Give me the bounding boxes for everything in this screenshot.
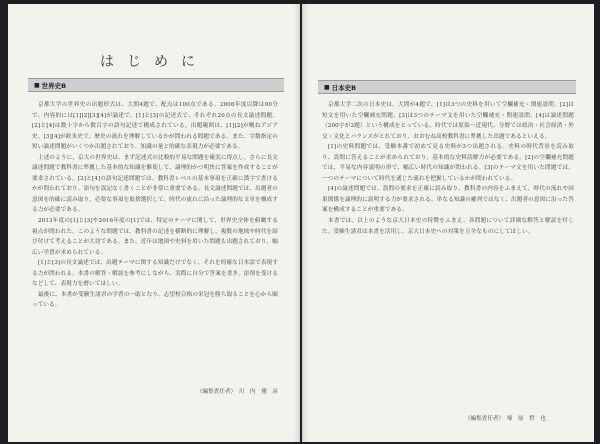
right-page [302, 4, 594, 442]
paragraph: 2013年度の[1]と[3]や2016年度の[1]では、特定のテーマに関して、世界史全体を俯瞰する視点が問われた。このような問題では、教科書の記述を横断的に理解し、複数の地域や時代を結び付けて考えることが大切である。また、近年は地図や史料を用いた問題も出題されており、幅広い学習が求められている。 [32, 218, 278, 256]
page-title: はじめに [100, 54, 208, 70]
paragraph: 上述のように、京大の世界史は、まず記述式の比較的平易な問題を確実に得点し、さらに長文論述問題で教科書に準拠した基本的な知識を駆使して、論理的かつ明快に答案を作成することが要求されている。[2]と[4]の語句記述問題では、教科書レベルの基本事項を正確に漢字で書けるかが問われており、語句を誤記なく書くことが非常に重要である。長文論述問題では、出題者の意図を的確に読み取り、必要な事項を取捨選択して、時代の流れに沿った論理的な文章を構成する力が必要である。 [32, 154, 278, 214]
paragraph: 京都大学の世界史の出題形式は、大問4題で、配点は100点である。2006年度以降は90分で、内容的には[1][2][3][4]が論述で、[1]と[3]の記述式で、それぞれ20点の長文論述問題、[2]と[4]は数十字から数百字の語句記述で構成されている。出題範囲は、[1][2]が概ねアジア史、[3][4]が欧米史で、歴史の流れを理解しているかが問われる問題である。また、字数指定の短い論述問題がいくつか出題されており、知識の量と的確な表現力が必要である。 [32, 102, 278, 151]
editor-signature: （編集責任者） 塚 原 哲 也 [464, 416, 546, 422]
paragraph: [4]の論述問題では、設問の要求を正確に読み取り、教科書の内容をふまえて、時代の流れや因果関係を論理的に説明する力が要求される。単なる知識の羅列ではなく、出題者の意図に沿った答案を構成することが重要である。 [322, 186, 574, 214]
body-text [322, 100, 574, 237]
section-header-japanese-history [318, 80, 576, 94]
editor-signature: （編集責任者） 川 内 雅 彦 [196, 389, 278, 395]
left-page [8, 4, 300, 442]
square-bullet-icon: ■ [34, 81, 40, 89]
section-label: 日本史B [331, 83, 357, 92]
square-bullet-icon: ■ [324, 83, 330, 91]
paragraph: [1]の史料問題では、受験本番で初めて見る史料が3つ出題される。史料の時代背景を読み取り、設問に答えることが求められており、基本的な史料読解力が必要である。[2]の空欄補充問題では、平易な内容説明の形で、幅広い時代の知識が問われる。[3]のテーマ文を用いた問題では、一つのテーマについて時代を通じた流れを把握しているかが問われている。 [322, 144, 574, 182]
body-text [32, 100, 278, 311]
section-header-world-history [28, 78, 284, 92]
paragraph: 本書では、以上のような京大日本史の特徴をふまえ、各問題について詳細な解答と解説を付した。受験生諸君は本書を活用し、京大日本史への対策を万全なものにしてほしい。 [322, 218, 574, 235]
section-label: 世界史B [41, 81, 67, 90]
paragraph: [1]と[3]の長文論述では、出題テーマに関する知識だけでなく、それを的確な日本語で表現する力が問われる。本書の解答・解説を参考にしながら、実際に自分で答案を書き、添削を受けるなどして、表現力を磨いてほしい。 [32, 260, 278, 288]
paragraph: 最後に、本書が受験生諸君の学習の一助となり、志望校合格の栄冠を勝ち取ることを心から願っている。 [32, 291, 278, 309]
paragraph: 京都大学二次の日本史は、大問が4題で、[1]は3つの史料を用いて空欄補充・関連設問、[2]は短文を用いた空欄補充問題、[3]は3つのテーマ文を用いた空欄補充・関連設問、[4]は論述問題（200字が2題）という構成をとっている。時代では原始～近現代、分野では政治・社会経済・外交・文化とバランスがとれており、おおむね高校教科書に準拠した出題であるといえる。 [322, 102, 574, 140]
